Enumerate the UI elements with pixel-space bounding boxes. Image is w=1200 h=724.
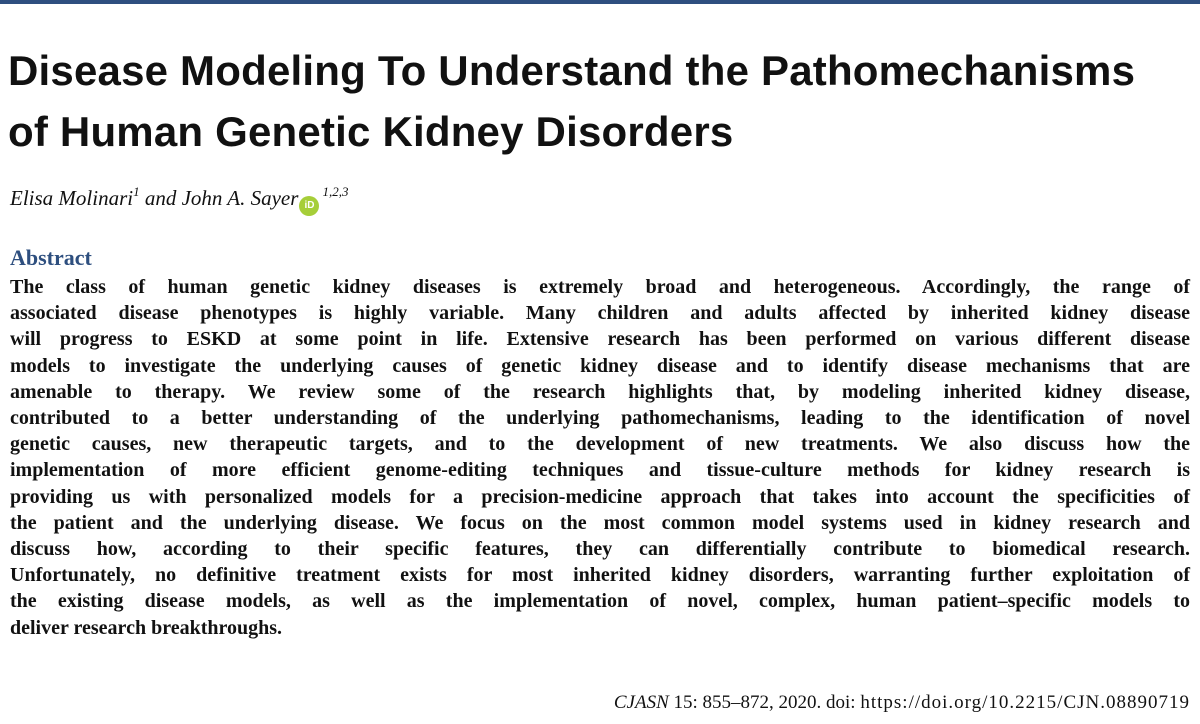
orcid-icon[interactable]: iD bbox=[299, 196, 319, 216]
citation bbox=[614, 690, 1190, 716]
abstract-line: discuss how, according to their specific features, they can differentially contribute to biomedical research. bbox=[10, 538, 1190, 561]
abstract-line: providing us with personalized models for a precision-medicine approach that takes into account the specificities of bbox=[10, 485, 1190, 508]
author-list bbox=[10, 184, 348, 216]
abstract-line: Unfortunately, no definitive treatment exists for most inherited kidney disorders, warranting further exploitation of bbox=[10, 564, 1190, 587]
abstract-line: implementation of more efficient genome-editing techniques and tissue-culture methods for kidney research is bbox=[10, 459, 1190, 482]
abstract-line: genetic causes, new therapeutic targets, and to the development of new treatments. We also discuss how the bbox=[10, 433, 1190, 456]
author-conjunction: and bbox=[144, 186, 177, 210]
article-title bbox=[8, 40, 1193, 162]
author-name: Elisa Molinari bbox=[10, 186, 134, 210]
abstract-line: the existing disease models, as well as the implementation of novel, complex, human patient–specific models to bbox=[10, 590, 1190, 613]
abstract-line: the patient and the underlying disease. We focus on the most common model systems used in kidney research and bbox=[10, 511, 1190, 534]
volume-pages: 15: 855–872, 2020. bbox=[673, 692, 822, 713]
doi-link[interactable]: https://doi.org/10.2215/CJN.08890719 bbox=[860, 692, 1190, 713]
abstract-line: models to investigate the underlying causes of genetic kidney disease and to identify disease mechanisms that are bbox=[10, 354, 1190, 377]
abstract-line: will progress to ESKD at some point in life. Extensive research has been performed on various different disease bbox=[10, 328, 1190, 351]
title-line-1: Disease Modeling To Understand the Pathomechanisms bbox=[8, 47, 1136, 94]
abstract-line: associated disease phenotypes is highly variable. Many children and adults affected by inherited kidney disease bbox=[10, 302, 1190, 325]
abstract-line: The class of human genetic kidney diseases is extremely broad and heterogeneous. Accordingly, the range of bbox=[10, 276, 1190, 298]
author-name: John A. Sayer bbox=[181, 186, 299, 210]
author-affiliation: 1 bbox=[133, 184, 140, 199]
author-affiliation: 1,2,3 bbox=[322, 184, 349, 199]
abstract-line: deliver research breakthroughs. bbox=[10, 616, 283, 639]
abstract-body bbox=[10, 274, 1190, 641]
abstract-heading: Abstract bbox=[10, 245, 92, 270]
doi-label: doi: bbox=[826, 692, 856, 713]
top-rule bbox=[0, 0, 1200, 4]
abstract-line: contributed to a better understanding of the underlying pathomechanisms, leading to the identification of novel bbox=[10, 407, 1190, 430]
title-line-2: of Human Genetic Kidney Disorders bbox=[8, 108, 734, 155]
journal-name: CJASN bbox=[613, 692, 669, 713]
abstract-line: amenable to therapy. We review some of the research highlights that, by modeling inherited kidney disease, bbox=[10, 380, 1190, 403]
